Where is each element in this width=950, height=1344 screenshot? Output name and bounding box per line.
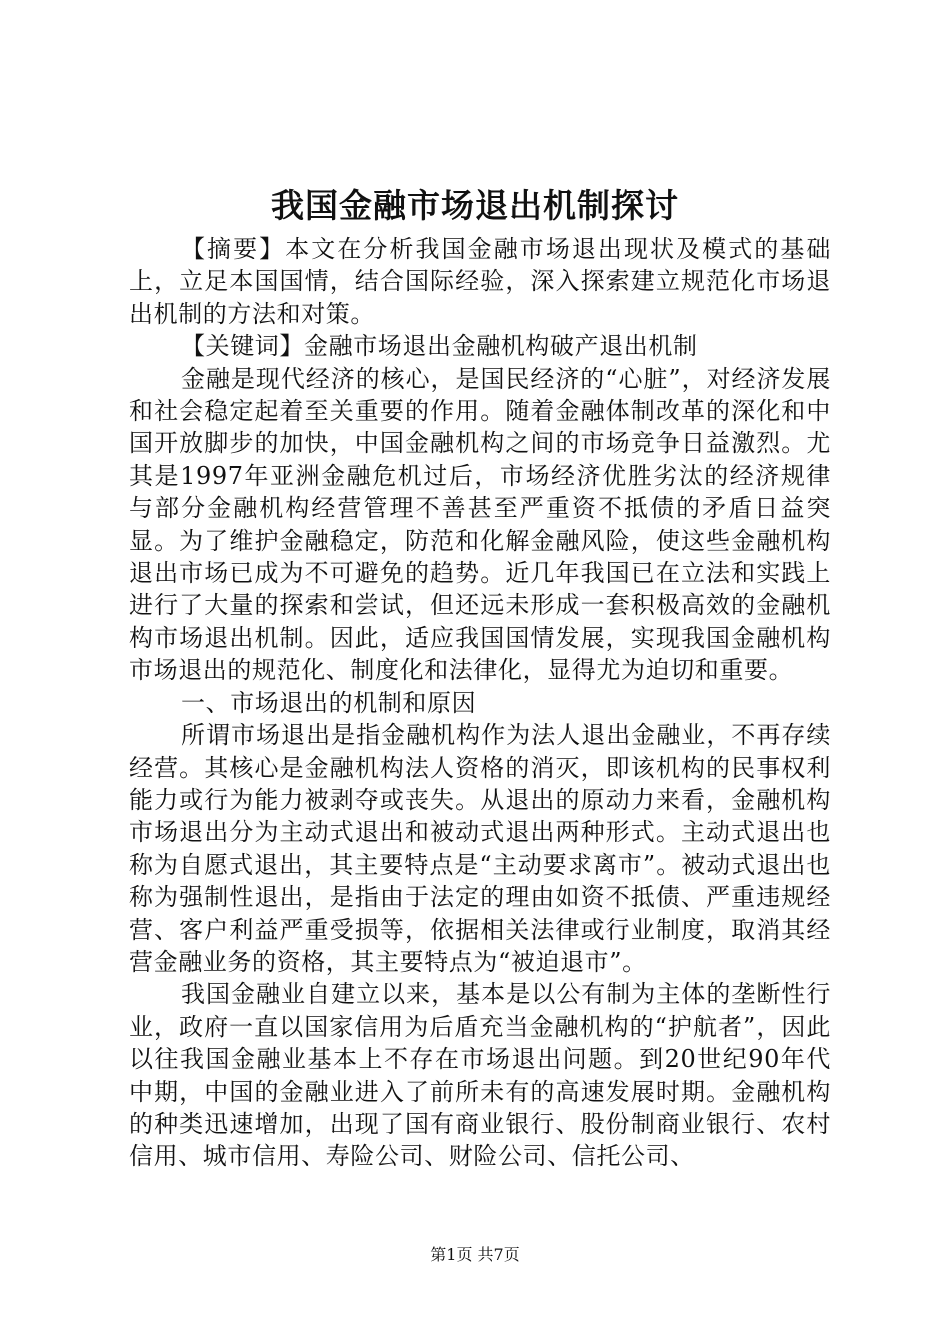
document-body	[129, 233, 831, 1173]
abstract-paragraph: 【摘要】本文在分析我国金融市场退出现状及模式的基础上，立足本国国情，结合国际经验，深入探索建立规范化市场退出机制的方法和对策。	[129, 235, 831, 328]
section-heading: 一、市场退出的机制和原因	[181, 688, 477, 717]
body-paragraph: 金融是现代经济的核心，是国民经济的“心脏”，对经济发展和社会稳定起着至关重要的作用。随着金融体制改革的深化和中国开放脚步的加快，中国金融机构之间的市场竞争日益激烈。尤其是1997年亚洲金融危机过后，市场经济优胜劣汰的经济规律与部分金融机构经营管理不善甚至严重资不抵债的矛盾日益突显。为了维护金融稳定，防范和化解金融风险，使这些金融机构退出市场已成为不可避免的趋势。近几年我国已在立法和实践上进行了大量的探索和尝试，但还远未形成一套积极高效的金融机构市场退出机制。因此，适应我国国情发展，实现我国金融机构市场退出的规范化、制度化和法律化，显得尤为迫切和重要。	[129, 364, 831, 685]
body-paragraph: 我国金融业自建立以来，基本是以公有制为主体的垄断性行业，政府一直以国家信用为后盾充当金融机构的“护航者”，因此以往我国金融业基本上不存在市场退出问题。到20世纪90年代中期，中国的金融业进入了前所未有的高速发展时期。金融机构的种类迅速增加，出现了国有商业银行、股份制商业银行、农村信用、城市信用、寿险公司、财险公司、信托公司、	[129, 980, 831, 1171]
keywords-paragraph: 【关键词】金融市场退出金融机构破产退出机制	[181, 332, 698, 361]
document-title: 我国金融市场退出机制探讨	[271, 186, 679, 225]
body-paragraph: 所谓市场退出是指金融机构作为法人退出金融业，不再存续经营。其核心是金融机构法人资格的消灭，即该机构的民事权利能力或行为能力被剥夺或丧失。从退出的原动力来看，金融机构市场退出分为主动式退出和被动式退出两种形式。主动式退出也称为自愿式退出，其主要特点是“主动要求离市”。被动式退出也称为强制性退出，是指由于法定的理由如资不抵债、严重违规经营、客户利益严重受损等，依据相关法律或行业制度，取消其经营金融业务的资格，其主要特点为“被迫退市”。	[129, 721, 831, 976]
page-footer: 第1页 共7页	[430, 1245, 520, 1264]
